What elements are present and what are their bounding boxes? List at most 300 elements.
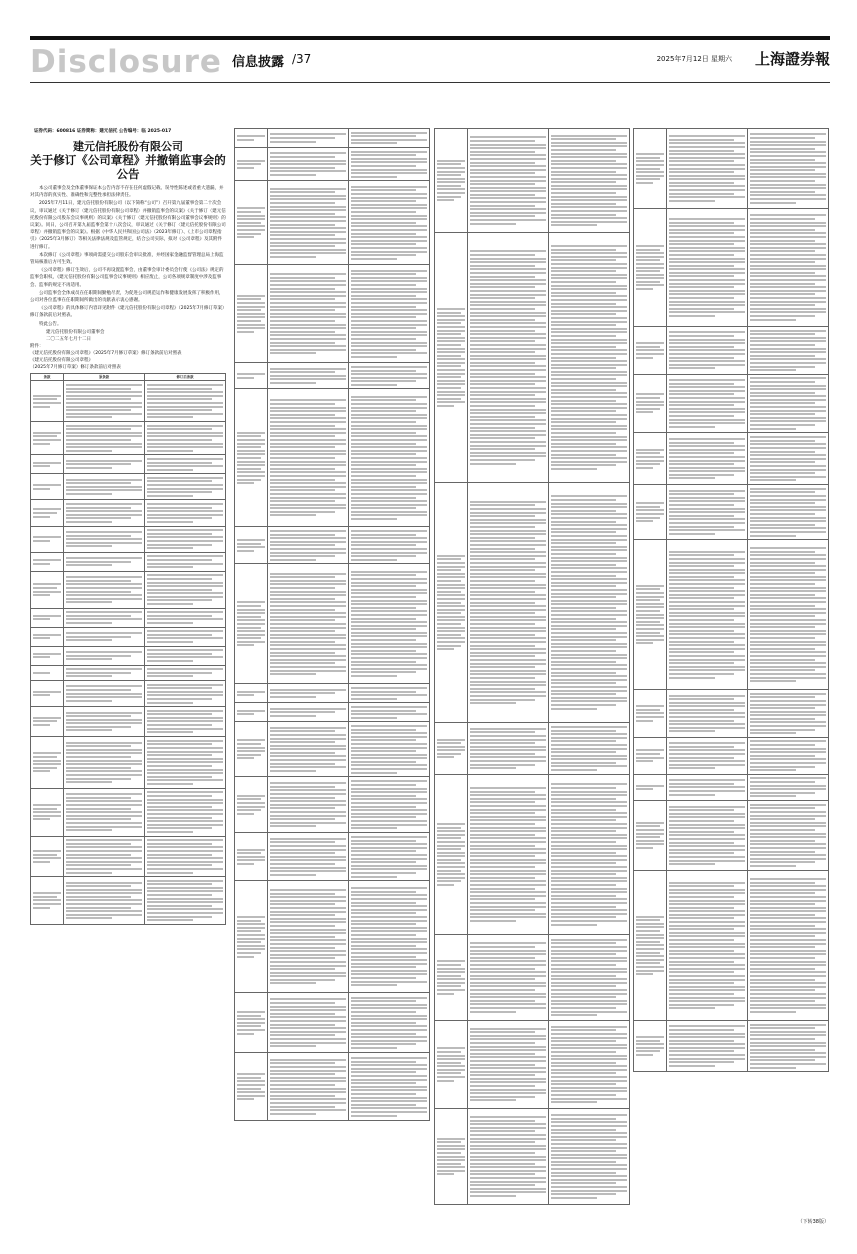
illegible-text-line: [66, 700, 112, 702]
illegible-text-line: [270, 598, 335, 600]
illegible-text-line: [470, 837, 546, 839]
table-cell: [235, 833, 268, 881]
illegible-text-line: [147, 698, 212, 700]
illegible-text-line: [551, 331, 627, 333]
illegible-text-line: [237, 160, 265, 162]
illegible-text-line: [470, 666, 535, 668]
table-cell: [634, 690, 667, 738]
table-row: [634, 374, 829, 433]
illegible-text-line: [33, 508, 61, 510]
illegible-text-line: [351, 316, 416, 318]
illegible-text-line: [669, 229, 745, 231]
illegible-text-line: [270, 797, 335, 799]
illegible-text-line: [147, 425, 223, 427]
illegible-text-line: [437, 199, 454, 201]
illegible-text-line: [237, 798, 261, 800]
illegible-text-line: [470, 728, 546, 730]
illegible-text-line: [470, 526, 535, 528]
illegible-text-line: [669, 250, 745, 252]
illegible-text-line: [750, 472, 815, 474]
illegible-text-line: [147, 728, 223, 730]
illegible-text-line: [669, 1036, 745, 1038]
illegible-text-line: [270, 371, 335, 373]
illegible-text-line: [551, 1069, 627, 1071]
table-row: [435, 1109, 630, 1205]
table-cell: [468, 233, 549, 483]
illegible-text-line: [551, 153, 627, 155]
illegible-text-line: [551, 639, 616, 641]
illegible-text-line: [470, 319, 535, 321]
illegible-text-line: [636, 621, 660, 623]
table-cell: [64, 707, 145, 737]
illegible-text-line: [351, 366, 427, 368]
illegible-text-line: [351, 414, 427, 416]
illegible-text-line: [551, 553, 616, 555]
illegible-text-line: [551, 1147, 627, 1149]
illegible-text-line: [470, 412, 546, 414]
illegible-text-line: [270, 410, 346, 412]
illegible-text-line: [270, 530, 346, 532]
illegible-text-line: [147, 533, 212, 535]
illegible-text-line: [636, 1043, 664, 1045]
illegible-text-line: [750, 202, 796, 204]
illegible-text-line: [551, 407, 627, 409]
illegible-text-line: [237, 302, 265, 304]
illegible-text-line: [470, 580, 535, 582]
illegible-text-line: [551, 1055, 627, 1057]
illegible-text-line: [66, 722, 142, 724]
illegible-text-line: [750, 964, 826, 966]
illegible-text-line: [551, 978, 627, 980]
illegible-text-line: [66, 406, 142, 408]
illegible-text-line: [351, 461, 427, 463]
illegible-text-line: [351, 717, 397, 719]
illegible-text-line: [470, 663, 546, 665]
illegible-text-line: [147, 406, 223, 408]
illegible-text-line: [66, 826, 142, 828]
illegible-text-line: [270, 1006, 346, 1008]
illegible-text-line: [551, 621, 627, 623]
illegible-text-line: [750, 254, 826, 256]
illegible-text-line: [270, 666, 346, 668]
illegible-text-line: [551, 610, 627, 612]
illegible-text-line: [147, 824, 223, 826]
illegible-text-line: [237, 634, 265, 636]
illegible-text-line: [351, 843, 427, 845]
illegible-text-line: [551, 625, 627, 627]
illegible-text-line: [750, 392, 815, 394]
illegible-text-line: [147, 846, 223, 848]
illegible-text-line: [551, 690, 627, 692]
illegible-text-line: [437, 315, 465, 317]
illegible-text-line: [470, 584, 546, 586]
illegible-text-line: [351, 675, 397, 677]
illegible-text-line: [351, 905, 427, 907]
illegible-text-line: [66, 611, 142, 613]
illegible-text-line: [270, 457, 335, 459]
illegible-text-line: [669, 511, 745, 513]
illegible-text-line: [270, 486, 346, 488]
illegible-text-line: [470, 154, 546, 156]
illegible-text-line: [551, 960, 627, 962]
illegible-text-line: [66, 618, 142, 620]
illegible-text-line: [66, 521, 112, 523]
table-cell: [667, 374, 748, 433]
illegible-text-line: [470, 787, 546, 789]
illegible-text-line: [470, 877, 535, 879]
table-cell: [64, 381, 145, 422]
illegible-text-line: [551, 614, 627, 616]
illegible-text-line: [669, 633, 745, 635]
illegible-text-line: [636, 930, 660, 932]
illegible-text-line: [66, 815, 142, 817]
illegible-text-line: [669, 415, 734, 417]
illegible-text-line: [470, 1003, 546, 1005]
illegible-text-line: [66, 726, 131, 728]
table-cell: [235, 389, 268, 527]
illegible-text-line: [551, 661, 616, 663]
illegible-text-line: [237, 1073, 265, 1075]
illegible-text-line: [470, 315, 546, 317]
table-cell: [268, 389, 349, 527]
illegible-text-line: [636, 785, 664, 787]
illegible-text-line: [351, 966, 416, 968]
illegible-text-line: [270, 170, 346, 172]
illegible-text-line: [66, 854, 131, 856]
illegible-text-line: [66, 564, 112, 566]
illegible-text-line: [750, 677, 826, 679]
illegible-text-line: [351, 653, 427, 655]
illegible-text-line: [470, 501, 546, 503]
illegible-text-line: [270, 950, 346, 952]
illegible-text-line: [33, 484, 61, 486]
illegible-text-line: [669, 723, 745, 725]
illegible-text-line: [636, 966, 664, 968]
illegible-text-line: [437, 975, 461, 977]
illegible-text-line: [636, 277, 664, 279]
illegible-text-line: [470, 591, 535, 593]
illegible-text-line: [551, 845, 627, 847]
illegible-text-line: [669, 146, 745, 148]
illegible-text-line: [750, 1034, 826, 1036]
illegible-text-line: [669, 786, 745, 788]
illegible-text-line: [270, 224, 335, 226]
continuation-note: （下转38版）: [797, 1219, 829, 1225]
illegible-text-line: [351, 761, 416, 763]
illegible-text-line: [636, 182, 653, 184]
illegible-text-line: [551, 270, 616, 272]
illegible-text-line: [750, 406, 826, 408]
illegible-text-line: [147, 521, 193, 523]
illegible-text-line: [551, 805, 627, 807]
illegible-text-line: [437, 580, 461, 582]
table-row: [435, 1021, 630, 1109]
illegible-text-line: [270, 975, 346, 977]
illegible-text-line: [750, 137, 815, 139]
illegible-text-line: [66, 850, 142, 852]
illegible-text-line: [551, 346, 616, 348]
illegible-text-line: [237, 616, 261, 618]
illegible-text-line: [351, 795, 416, 797]
illegible-text-line: [669, 404, 734, 406]
illegible-text-line: [750, 565, 826, 567]
illegible-text-line: [551, 675, 627, 677]
illegible-text-line: [270, 748, 346, 750]
illegible-text-line: [470, 1028, 546, 1030]
illegible-text-line: [750, 644, 826, 646]
table-cell: [64, 455, 145, 474]
illegible-text-line: [470, 742, 535, 744]
table-cell: [145, 608, 226, 627]
illegible-text-line: [669, 1004, 734, 1006]
illegible-text-line: [237, 619, 265, 621]
illegible-text-line: [351, 280, 427, 282]
illegible-text-line: [66, 439, 131, 441]
illegible-text-line: [270, 918, 346, 920]
illegible-text-line: [66, 517, 131, 519]
illegible-text-line: [636, 592, 664, 594]
illegible-text-line: [270, 334, 346, 336]
illegible-text-line: [237, 644, 254, 646]
illegible-text-line: [270, 435, 335, 437]
illegible-text-line: [551, 1197, 597, 1199]
illegible-text-line: [470, 731, 535, 733]
illegible-text-line: [437, 830, 465, 832]
table-row: [435, 723, 630, 775]
illegible-text-line: [750, 465, 826, 467]
table-cell: [634, 209, 667, 327]
illegible-text-line: [66, 715, 131, 717]
illegible-text-line: [551, 589, 627, 591]
table-cell: [667, 540, 748, 690]
illegible-text-line: [351, 200, 416, 202]
illegible-text-line: [750, 410, 826, 412]
illegible-text-line: [351, 858, 427, 860]
illegible-text-line: [470, 401, 546, 403]
illegible-text-line: [551, 1026, 627, 1028]
illegible-text-line: [437, 351, 465, 353]
table-cell: [748, 870, 829, 1020]
table-row: [235, 265, 430, 363]
illegible-text-line: [750, 355, 815, 357]
illegible-text-line: [636, 926, 664, 928]
illegible-text-line: [351, 1086, 427, 1088]
illegible-text-line: [669, 626, 745, 628]
illegible-text-line: [270, 770, 316, 772]
paragraph: 《公司章程》修订生效后，公司不再设置监事会，由董事会审计委员会行使《公司法》规定的监事会职权，《建元信托股份有限公司监事会议事规则》相应废止，公司各项规章制度中涉及监事会、监事的规定不再适用。: [30, 268, 224, 288]
illegible-text-line: [66, 882, 142, 884]
illegible-text-line: [470, 348, 546, 350]
illegible-text-line: [351, 934, 416, 936]
table-cell: [435, 483, 468, 723]
illegible-text-line: [351, 544, 416, 546]
illegible-text-line: [437, 188, 465, 190]
illegible-text-line: [750, 762, 826, 764]
column-announcement: [30, 128, 226, 925]
illegible-text-line: [470, 172, 535, 174]
illegible-text-line: [470, 333, 546, 335]
illegible-text-line: [147, 817, 212, 819]
illegible-text-line: [551, 628, 616, 630]
illegible-text-line: [750, 279, 826, 281]
illegible-text-line: [750, 293, 815, 295]
illegible-text-line: [66, 479, 142, 481]
illegible-text-line: [750, 928, 826, 930]
illegible-text-line: [33, 818, 50, 820]
illegible-text-line: [237, 809, 261, 811]
illegible-text-line: [237, 233, 261, 235]
illegible-text-line: [270, 1034, 335, 1036]
illegible-text-line: [237, 757, 254, 759]
illegible-text-line: [270, 450, 346, 452]
illegible-text-line: [470, 208, 546, 210]
illegible-text-line: [237, 435, 261, 437]
illegible-text-line: [470, 1092, 546, 1094]
illegible-text-line: [551, 657, 627, 659]
illegible-text-line: [551, 135, 627, 137]
illegible-text-line: [470, 834, 535, 836]
illegible-text-line: [351, 356, 397, 358]
illegible-text-line: [669, 364, 745, 366]
illegible-text-line: [237, 601, 265, 603]
illegible-text-line: [669, 790, 745, 792]
illegible-text-line: [351, 1029, 427, 1031]
illegible-text-line: [636, 1047, 664, 1049]
illegible-text-line: [437, 605, 465, 607]
illegible-text-line: [270, 298, 335, 300]
illegible-text-line: [237, 609, 265, 611]
illegible-text-line: [750, 502, 815, 504]
illegible-text-line: [669, 827, 745, 829]
illegible-text-line: [147, 656, 223, 658]
illegible-text-line: [669, 293, 745, 295]
table-cell: [268, 993, 349, 1053]
illegible-text-line: [351, 973, 427, 975]
illegible-text-line: [33, 763, 61, 765]
table-cell: [667, 433, 748, 485]
illegible-text-line: [237, 694, 254, 696]
illegible-text-line: [470, 162, 535, 164]
illegible-text-line: [551, 841, 616, 843]
table-cell: [235, 722, 268, 777]
illegible-text-line: [669, 236, 745, 238]
illegible-text-line: [669, 290, 745, 292]
illegible-text-line: [437, 827, 461, 829]
illegible-text-line: [237, 320, 261, 322]
illegible-text-line: [237, 461, 265, 463]
illegible-text-line: [470, 409, 546, 411]
illegible-text-line: [551, 1076, 627, 1078]
illegible-text-line: [270, 957, 335, 959]
illegible-text-line: [669, 662, 734, 664]
illegible-text-line: [270, 238, 346, 240]
table-cell: [349, 363, 430, 389]
illegible-text-line: [669, 500, 745, 502]
illegible-text-line: [551, 178, 627, 180]
illegible-text-line: [636, 517, 660, 519]
illegible-text-line: [551, 909, 627, 911]
illegible-text-line: [551, 672, 616, 674]
illegible-text-line: [750, 222, 826, 224]
table-cell: [235, 881, 268, 993]
table-cell: [31, 571, 64, 608]
table-cell: [634, 540, 667, 690]
illegible-text-line: [551, 740, 616, 742]
illegible-text-line: [270, 446, 335, 448]
illegible-text-line: [270, 368, 346, 370]
illegible-text-line: [270, 511, 335, 513]
illegible-text-line: [351, 331, 427, 333]
illegible-text-line: [470, 1011, 516, 1013]
illegible-text-line: [66, 719, 142, 721]
illegible-text-line: [351, 791, 427, 793]
table-cell: [64, 500, 145, 526]
illegible-text-line: [270, 936, 335, 938]
illegible-text-line: [237, 806, 265, 808]
illegible-text-line: [470, 512, 546, 514]
illegible-text-line: [66, 804, 142, 806]
illegible-text-line: [437, 609, 465, 611]
illegible-text-line: [551, 256, 627, 258]
illegible-text-line: [551, 403, 627, 405]
illegible-text-line: [270, 1113, 316, 1115]
illegible-text-line: [351, 739, 416, 741]
illegible-text-line: [669, 265, 734, 267]
illegible-text-line: [551, 443, 616, 445]
illegible-text-line: [750, 180, 815, 182]
illegible-text-line: [551, 862, 616, 864]
illegible-text-line: [437, 993, 454, 995]
illegible-text-line: [351, 370, 416, 372]
illegible-text-line: [750, 476, 826, 478]
illegible-text-line: [270, 954, 346, 956]
illegible-text-line: [636, 346, 660, 348]
illegible-text-line: [66, 580, 131, 582]
table-cell: [349, 684, 430, 703]
illegible-text-line: [147, 883, 212, 885]
illegible-text-line: [750, 700, 826, 702]
illegible-text-line: [270, 1024, 335, 1026]
illegible-text-line: [237, 750, 265, 752]
illegible-text-line: [669, 957, 745, 959]
illegible-text-line: [470, 1163, 535, 1165]
illegible-text-line: [66, 907, 131, 909]
illegible-text-line: [669, 742, 745, 744]
illegible-text-line: [237, 309, 261, 311]
illegible-text-line: [351, 664, 427, 666]
illegible-text-line: [551, 751, 616, 753]
illegible-text-line: [750, 975, 826, 977]
illegible-text-line: [270, 1038, 346, 1040]
illegible-text-line: [270, 555, 335, 557]
illegible-text-line: [470, 702, 516, 704]
illegible-text-line: [551, 203, 616, 205]
illegible-text-line: [270, 900, 346, 902]
illegible-text-line: [669, 712, 745, 714]
illegible-text-line: [351, 847, 427, 849]
illegible-text-line: [351, 747, 427, 749]
illegible-text-line: [270, 715, 316, 717]
illegible-text-line: [750, 626, 815, 628]
table-cell: [748, 690, 829, 738]
illegible-text-line: [551, 819, 616, 821]
illegible-text-line: [551, 693, 616, 695]
illegible-text-line: [470, 798, 546, 800]
illegible-text-line: [636, 959, 664, 961]
illegible-text-line: [351, 657, 427, 659]
illegible-text-line: [147, 653, 212, 655]
illegible-text-line: [270, 195, 346, 197]
